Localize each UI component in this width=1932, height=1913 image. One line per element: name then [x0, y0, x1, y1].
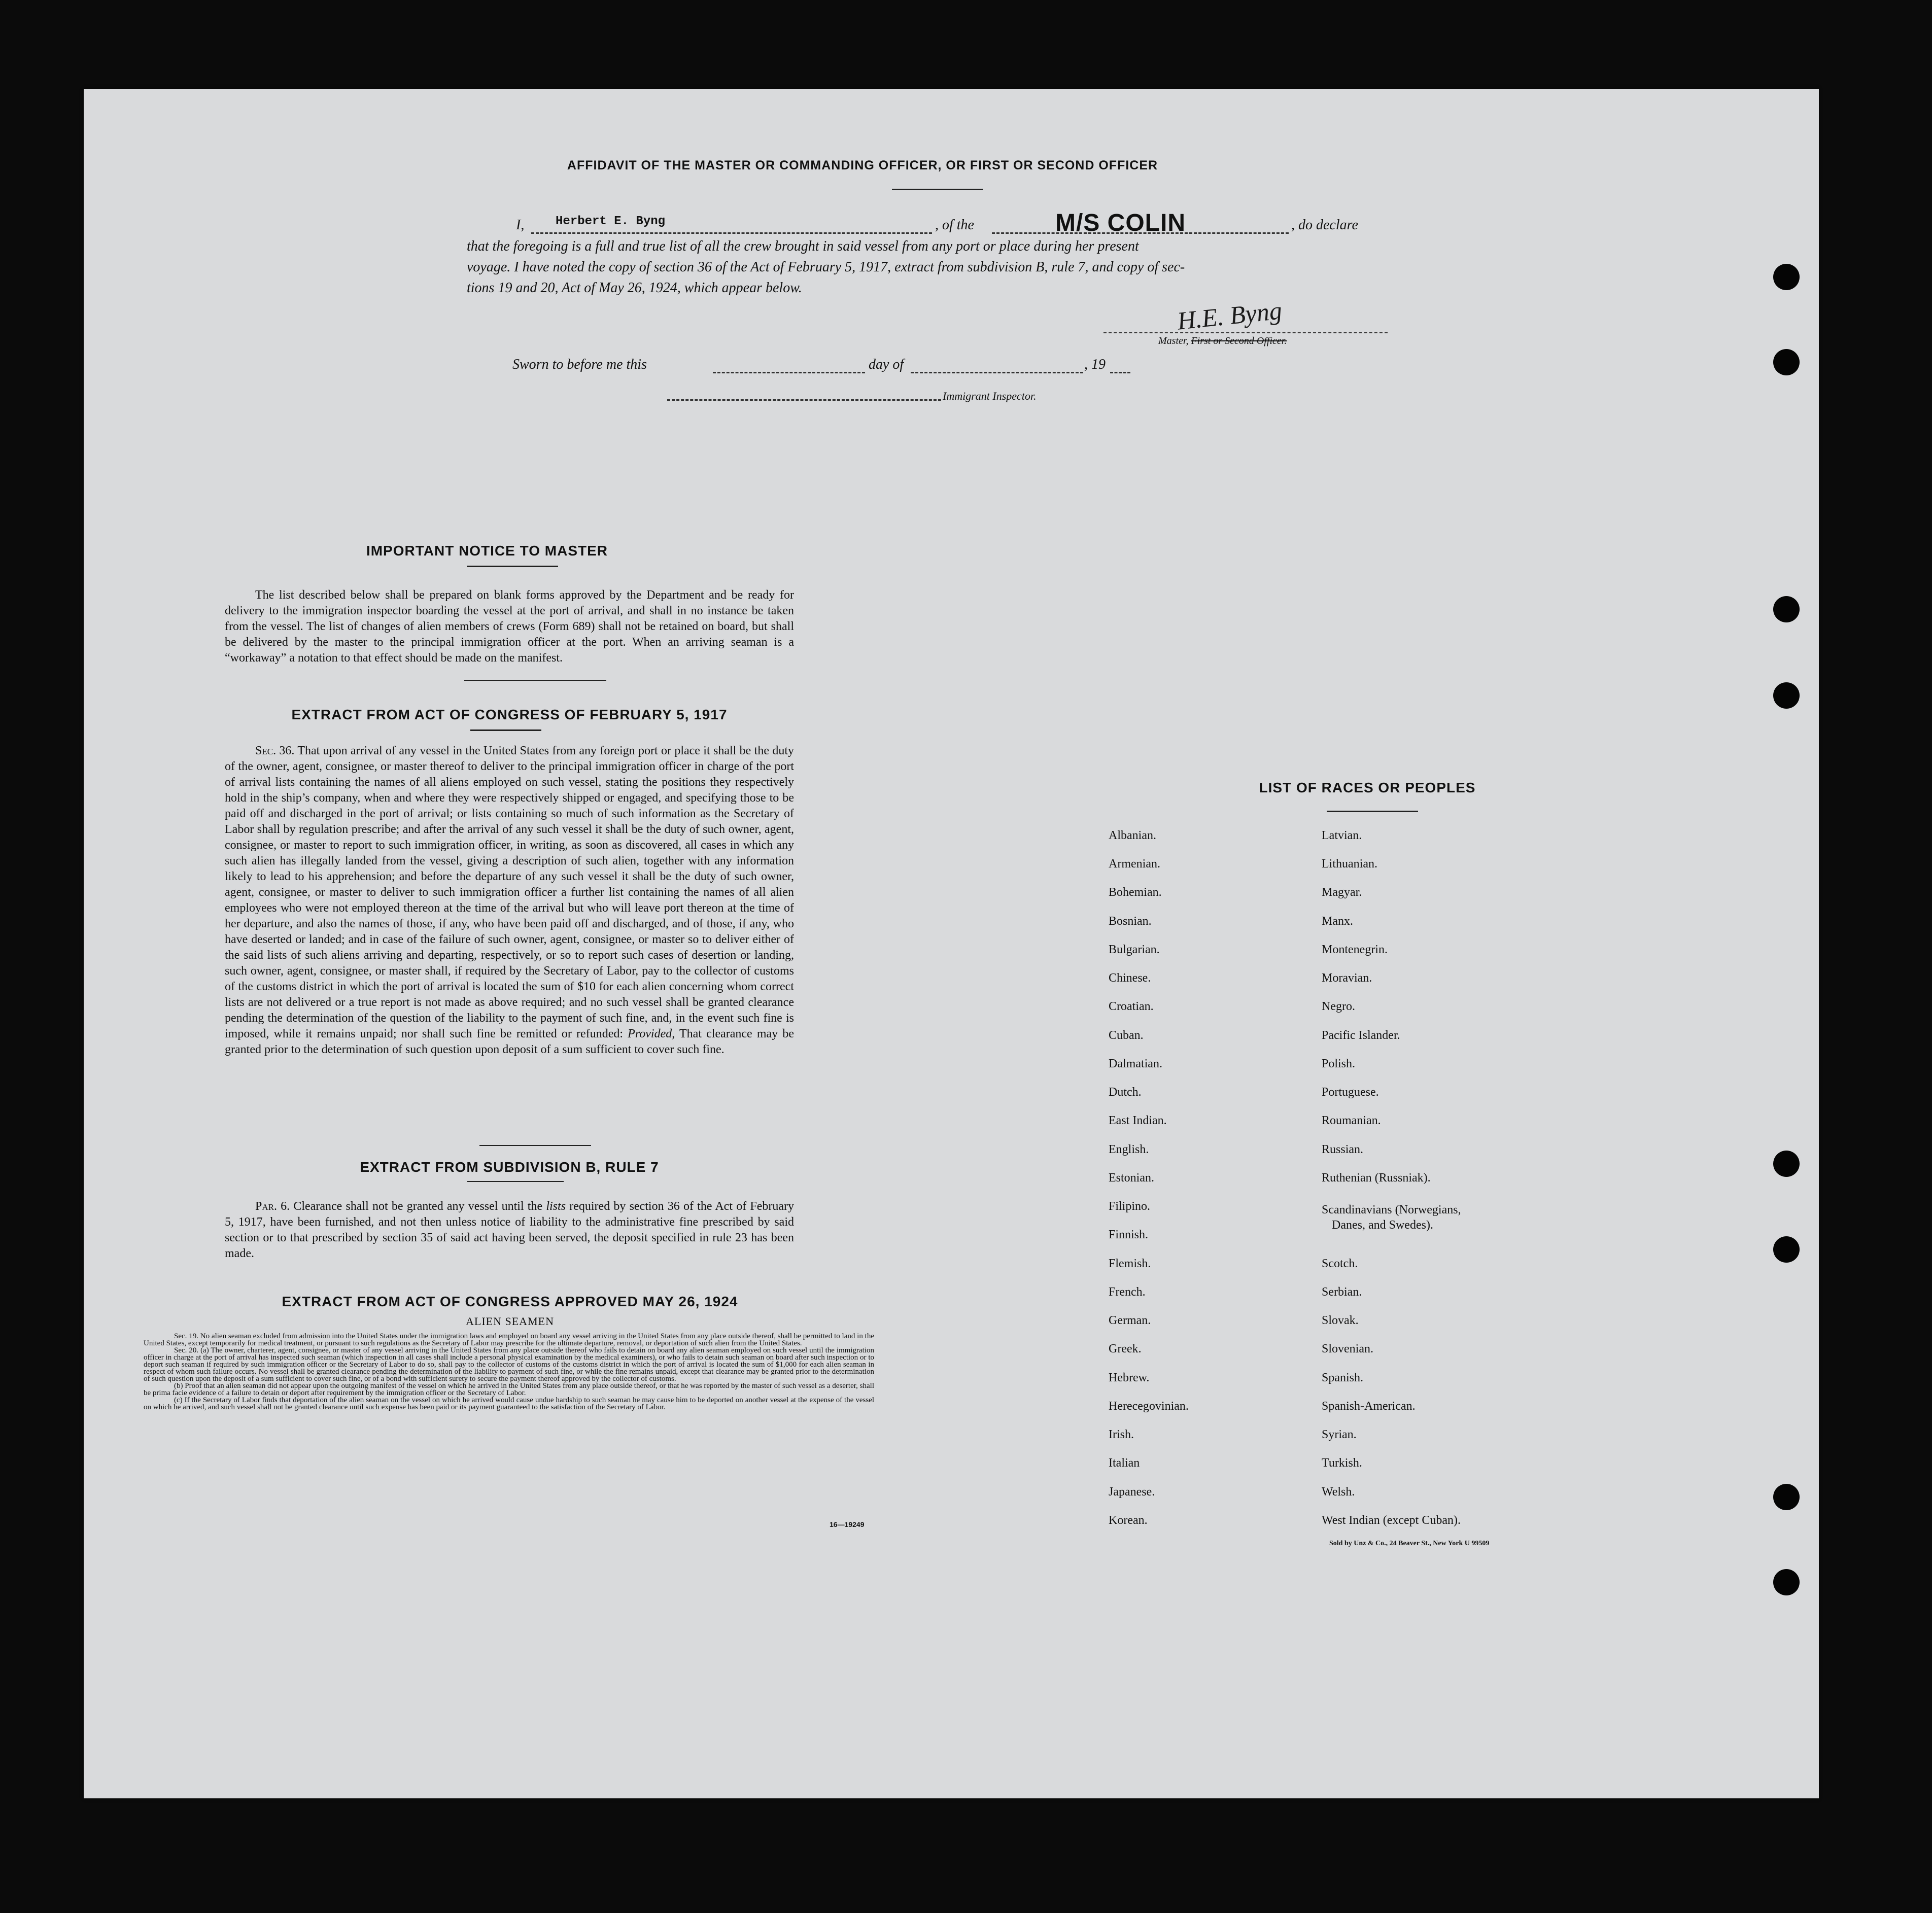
race-item: Greek. [1109, 1342, 1142, 1355]
race-item: Finnish. [1109, 1228, 1149, 1241]
race-item: Dalmatian. [1109, 1057, 1162, 1070]
race-item: Syrian. [1322, 1428, 1357, 1441]
race-item: Spanish-American. [1322, 1400, 1416, 1413]
name-line [531, 232, 932, 234]
par-6-label: Par. 6. [255, 1200, 290, 1213]
rule7-title: EXTRACT FROM SUBDIVISION B, RULE 7 [360, 1159, 659, 1175]
signature-caption-struck: First or Second Officer. [1191, 335, 1287, 346]
section-20c: (c) If the Secretary of Labor finds that deportation of the alien seaman on the vessel on which he arrived would cause undue hardship to such seaman he may cause him to be deported on another vessel at the expense of the vessel on which he arrived, and such vessel shall not be granted clearance until such expense has been paid or its payment guaranteed to the satisfaction of the Secretary of Labor. [144, 1396, 874, 1411]
inspector-line [667, 399, 941, 401]
do-declare-label: , do declare [1291, 217, 1358, 233]
race-item: Bulgarian. [1109, 943, 1160, 956]
inspector-label: Immigrant Inspector. [943, 390, 1037, 402]
race-item: Welsh. [1322, 1485, 1355, 1499]
extract-1924-text [144, 1333, 874, 1411]
notice-text: The list described below shall be prepared on blank forms approved by the Department and be ready for delivery to the immigration inspector boarding the vessel at the port of arrival, and shall in no instance be taken from the vessel. The list of changes of alien members of crews (Form 689) shall not be retained on board, but shall be delivered by the master to the principal immigration officer at the port. When an arriving seaman is a “workaway” a notation to that effect should be made on the manifest. [225, 588, 794, 665]
of-the-label: , of the [935, 217, 974, 233]
race-item: Turkish. [1322, 1456, 1362, 1470]
extract-1924-title: EXTRACT FROM ACT OF CONGRESS APPROVED MAY 26, 1924 [282, 1294, 738, 1309]
section-36-label: Sec. 36. [255, 744, 295, 757]
notice-end-rule [464, 680, 606, 681]
affidavit-line-4: tions 19 and 20, Act of May 26, 1924, which appear below. [467, 280, 802, 296]
race-item: Pacific Islander. [1322, 1029, 1400, 1042]
race-item: English. [1109, 1143, 1149, 1156]
race-item: Danes, and Swedes). [1332, 1219, 1433, 1232]
race-item: Italian [1109, 1456, 1140, 1470]
race-item: Estonian. [1109, 1171, 1154, 1185]
race-item: Albanian. [1109, 829, 1156, 842]
sworn-year-line [1110, 372, 1130, 373]
race-item: Korean. [1109, 1514, 1148, 1527]
race-item: West Indian (except Cuban). [1322, 1514, 1461, 1527]
sworn-label-b: day of [869, 357, 904, 372]
signature-caption [1158, 335, 1287, 347]
race-item: Bohemian. [1109, 886, 1162, 899]
race-item: Scandinavians (Norwegians, [1322, 1203, 1461, 1216]
affidavit-i-label: I, [516, 217, 525, 233]
races-rule [1327, 811, 1418, 812]
document-page [84, 89, 1819, 1798]
extract-1917-end-rule [479, 1145, 591, 1146]
notice-title: IMPORTANT NOTICE TO MASTER [366, 543, 608, 559]
binder-hole [1773, 349, 1800, 375]
race-item: Negro. [1322, 1000, 1355, 1013]
signature-line [1103, 332, 1388, 333]
race-item: Armenian. [1109, 857, 1160, 871]
race-item: Chinese. [1109, 971, 1151, 985]
race-item: French. [1109, 1285, 1146, 1299]
printer-imprint: Sold by Unz & Co., 24 Beaver St., New York U 99509 [1329, 1540, 1490, 1547]
race-item: Magyar. [1322, 886, 1362, 899]
sworn-label-a: Sworn to before me this [512, 357, 647, 372]
vessel-name-field: M/S COLIN [1055, 210, 1186, 236]
alien-seamen-subtitle: ALIEN SEAMEN [466, 1315, 554, 1328]
par-6-lists: lists [546, 1200, 566, 1213]
race-item: German. [1109, 1314, 1151, 1327]
race-item: Moravian. [1322, 971, 1372, 985]
extract-1917-rule [470, 729, 541, 731]
binder-hole [1773, 596, 1800, 622]
race-item: Russian. [1322, 1143, 1364, 1156]
affidavit-line-2: that the foregoing is a full and true list of all the crew brought in said vessel from any port or place during her present [467, 238, 1139, 254]
sworn-label-c: , 19 [1084, 357, 1106, 372]
race-item: Slovak. [1322, 1314, 1359, 1327]
extract-1917-title: EXTRACT FROM ACT OF CONGRESS OF FEBRUARY 5, 1917 [291, 707, 728, 722]
title-rule [892, 189, 983, 190]
sworn-month-line [911, 372, 1083, 373]
race-item: Lithuanian. [1322, 857, 1377, 871]
race-item: Portuguese. [1322, 1086, 1379, 1099]
rule7-text [225, 1199, 794, 1262]
race-item: Roumanian. [1322, 1114, 1381, 1127]
race-item: Montenegrin. [1322, 943, 1388, 956]
race-item: Bosnian. [1109, 915, 1152, 928]
binder-hole [1773, 1484, 1800, 1510]
race-item: Flemish. [1109, 1257, 1151, 1270]
binder-hole [1773, 1569, 1800, 1595]
race-item: East Indian. [1109, 1114, 1167, 1127]
par-6-body-a: Clearance shall not be granted any vessel until the [293, 1200, 543, 1213]
race-item: Herecegovinian. [1109, 1400, 1189, 1413]
race-item: Spanish. [1322, 1371, 1364, 1384]
section-20b: (b) Proof that an alien seaman did not appear upon the outgoing manifest of the vessel on which he arrived in the United States from any place outside thereof, or that he was reported by the master of such vessel as a deserter, shall be prima facie evidence of a failure to detain or deport after requirement by the immigration officer or the Secretary of Labor. [144, 1382, 874, 1397]
section-20a: Sec. 20. (a) The owner, charterer, agent, consignee, or master of any vessel arriving in the United States from any place outside thereof who fails to detain on board any alien seaman employed on such vessel until the immigration officer in charge at the port of arrival has inspected such seaman (which inspection in all cases shall include a personal physical examination by the medical examiners), or who fails to detain such seaman on board after such inspection or to deport such seaman if required by such immigration officer or the Secretary of Labor to do so, shall pay to the collector of customs of the customs district in which the port of arrival is located the sum of $1,000 for each alien seaman in respect of whom such failure occurs. No vessel shall be granted clearance pending the determination of the liability to payment of such fine, or while the fine remains unpaid, except that clearance may be granted prior to the determination of such question upon the deposit of a sum sufficient to cover such fine, or of a bond with sufficient surety to secure the payment thereof approved by the collector of customs. [144, 1346, 874, 1383]
race-item: Ruthenian (Russniak). [1322, 1171, 1431, 1185]
race-item: Latvian. [1322, 829, 1362, 842]
sworn-day-line [713, 372, 865, 373]
binder-hole [1773, 682, 1800, 709]
signature: H.E. Byng [1176, 296, 1284, 335]
signature-caption-master: Master, [1158, 335, 1189, 346]
race-item: Hebrew. [1109, 1371, 1150, 1384]
form-number: 16—19249 [830, 1520, 865, 1528]
race-item: Croatian. [1109, 1000, 1154, 1013]
affidavit-line-3: voyage. I have noted the copy of section 36 of the Act of February 5, 1917, extract from subdivision B, rule 7, and copy of sec- [467, 259, 1185, 275]
binder-hole [1773, 264, 1800, 290]
binder-hole [1773, 1236, 1800, 1263]
rule7-rule [467, 1181, 564, 1182]
section-36-provided: Provided, [628, 1027, 675, 1040]
binder-hole [1773, 1151, 1800, 1177]
race-item: Japanese. [1109, 1485, 1155, 1499]
affidavit-title: AFFIDAVIT OF THE MASTER OR COMMANDING OFFICER, OR FIRST OR SECOND OFFICER [567, 158, 1158, 172]
notice-rule [467, 566, 558, 567]
section-19: Sec. 19. No alien seaman excluded from admission into the United States under the immigration laws and employed on board any vessel arriving in the United States from any place outside thereof, shall be permitted to land in the United States, except temporarily for medical treatment, or pursuant to such regulations as the Secretary of Labor may prescribe for the ultimate departure, removal, or deportation of such alien from the United States. [144, 1332, 874, 1347]
extract-1917-text [225, 743, 794, 1058]
race-item: Slovenian. [1322, 1342, 1373, 1355]
race-item: Filipino. [1109, 1200, 1151, 1213]
race-item: Irish. [1109, 1428, 1134, 1441]
master-name-field: Herbert E. Byng [556, 215, 666, 228]
races-title: LIST OF RACES OR PEOPLES [1259, 780, 1476, 795]
race-item: Cuban. [1109, 1029, 1144, 1042]
race-item: Manx. [1322, 915, 1353, 928]
section-36-body: That upon arrival of any vessel in the United States from any foreign port or place it shall be the duty of the owner, agent, consignee, or master thereof to deliver to the principal immigration officer in charge of the port of arrival lists containing the names of all aliens employed on such vessel, stating the positions they respectively hold in the ship’s company, when and where they were respectively shipped or engaged, and specifying those to be paid off and discharged in the port of arrival; or lists containing so much of such information as the Secretary of Labor shall by regulation prescribe; and after the arrival of any such vessel it shall be the duty of such owner, agent, consignee, or master to report to such immigration officer, in writing, as soon as discovered, all cases in which any such alien has illegally landed from the vessel, giving a description of such alien, together with any information likely to lead to his apprehension; and before the departure of any such vessel it shall be the duty of such owner, agent, consignee, or master to deliver to such immigration officer a further list containing the names of all alien employees who were not employed thereon at the time of the arrival but who will leave port thereon at the time of her departure, and also the names of those, if any, who have been paid off and discharged, and of those, if any, who have deserted or landed; and in case of the failure of such owner, agent, consignee, or master so to deliver either of the said lists of such aliens arriving and departing, respectively, or so to report such cases of desertion or landing, such owner, agent, consignee, or master shall, if required by the Secretary of Labor, pay to the collector of customs of the customs district in which the port of arrival is located the sum of $10 for each alien concerning whom correct lists are not delivered or a true report is not made as above required; and no such vessel shall be granted clearance pending the determination of the question of the liability to the payment of such fine, and, in the event such fine is imposed, while it remains unpaid; nor shall such fine be remitted or refunded: [225, 744, 794, 1040]
race-item: Serbian. [1322, 1285, 1362, 1299]
race-item: Scotch. [1322, 1257, 1358, 1270]
race-item: Dutch. [1109, 1086, 1142, 1099]
race-item: Polish. [1322, 1057, 1356, 1070]
par-6-body-b: required by section 36 of the Act of February 5, 1917, have been furnished, and not then unless notice of liability to the administrative fine prescribed by said section or to that prescribed by section 35 of said act having been served, the deposit specified in rule 23 has been made. [225, 1200, 795, 1260]
section-36-body-end: That clearance may be granted prior to the determination of such question upon deposit of a sum sufficient to cover such fine. [225, 1027, 794, 1056]
